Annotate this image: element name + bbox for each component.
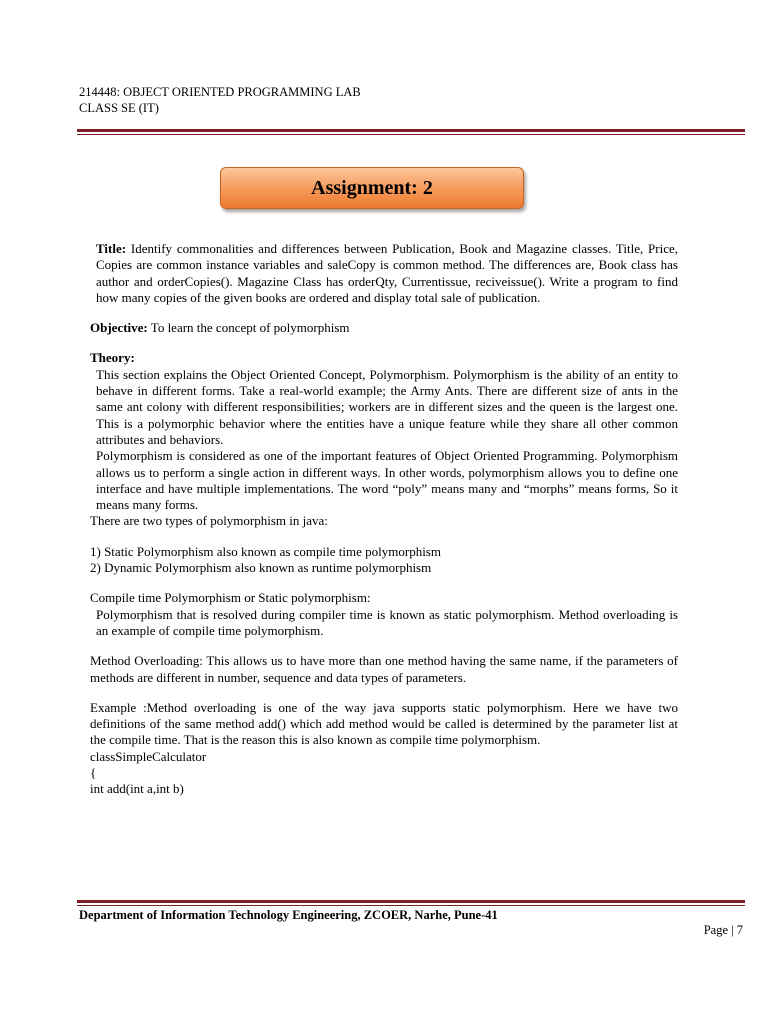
code-line: classSimpleCalculator bbox=[90, 748, 207, 764]
document-header bbox=[79, 84, 361, 116]
objective-paragraph bbox=[90, 320, 678, 336]
types-intro: There are two types of polymorphism in java: bbox=[90, 513, 328, 529]
header-rule bbox=[77, 129, 745, 135]
assignment-badge: Assignment: 2 bbox=[220, 167, 524, 209]
method-overloading-paragraph: Method Overloading: This allows us to have more than one method having the same name, if the parameters of methods are different in number, sequence and data types of parameters. bbox=[90, 653, 678, 685]
code-line: { bbox=[90, 765, 97, 781]
title-label: Title: bbox=[96, 241, 127, 256]
footer-rule bbox=[77, 900, 745, 906]
department-footer: Department of Information Technology Engineering, ZCOER, Narhe, Pune-41 bbox=[79, 908, 498, 922]
title-text: Identify commonalities and differences between Publication, Book and Magazine classes. Title, Price, Copies are common instance variables and saleCopy is common method. The differences are, Book class has author and orderCopies(). Magazine Class has orderQty, Currentissue, reciveissue(). Write a program to find how many copies of the given books are ordered and display total sale of publication. bbox=[96, 241, 678, 305]
compile-time-heading: Compile time Polymorphism or Static polymorphism: bbox=[90, 590, 371, 606]
course-title: 214448: OBJECT ORIENTED PROGRAMMING LAB bbox=[79, 85, 361, 99]
theory-paragraph-2: Polymorphism is considered as one of the important features of Object Oriented Programming. Polymorphism allows us to perform a single action in different ways. In other words, polymorphism allows you to define one interface and have multiple implementations. The word “poly” means many and “morphs” means forms, So it means many forms. bbox=[96, 448, 678, 513]
code-line: int add(int a,int b) bbox=[90, 781, 184, 797]
page-number: Page | 7 bbox=[703, 923, 743, 937]
type-item: 1) Static Polymorphism also known as compile time polymorphism bbox=[90, 543, 441, 559]
theory-paragraph-1: This section explains the Object Oriented Concept, Polymorphism. Polymorphism is the ability of an entity to behave in different forms. Take a real-world example; the Army Ants. There are different size of ants in the same ant colony with different responsibilities; workers are in different sizes and the queen is the largest one. This is a polymorphic behavior where the entities have a unique feature while they share all other common attributes and behaviors. bbox=[96, 366, 678, 447]
document-body bbox=[90, 241, 678, 798]
type-item: 2) Dynamic Polymorphism also known as runtime polymorphism bbox=[90, 560, 432, 576]
title-paragraph bbox=[90, 241, 678, 306]
objective-label: Objective: bbox=[90, 320, 148, 336]
code-snippet bbox=[90, 749, 678, 798]
class-name: CLASS SE (IT) bbox=[79, 101, 159, 115]
theory-heading: Theory: bbox=[90, 350, 135, 366]
objective-text: To learn the concept of polymorphism bbox=[150, 320, 350, 336]
compile-time-text: Polymorphism that is resolved during compiler time is known as static polymorphism. Method overloading is an example of compile time polymorphism. bbox=[96, 606, 678, 638]
example-paragraph: Example :Method overloading is one of the way java supports static polymorphism. Here we have two definitions of the same method add() which add method would be called is determined by the parameter list at the compile time. That is the reason this is also known as compile time polymorphism. bbox=[90, 699, 678, 748]
